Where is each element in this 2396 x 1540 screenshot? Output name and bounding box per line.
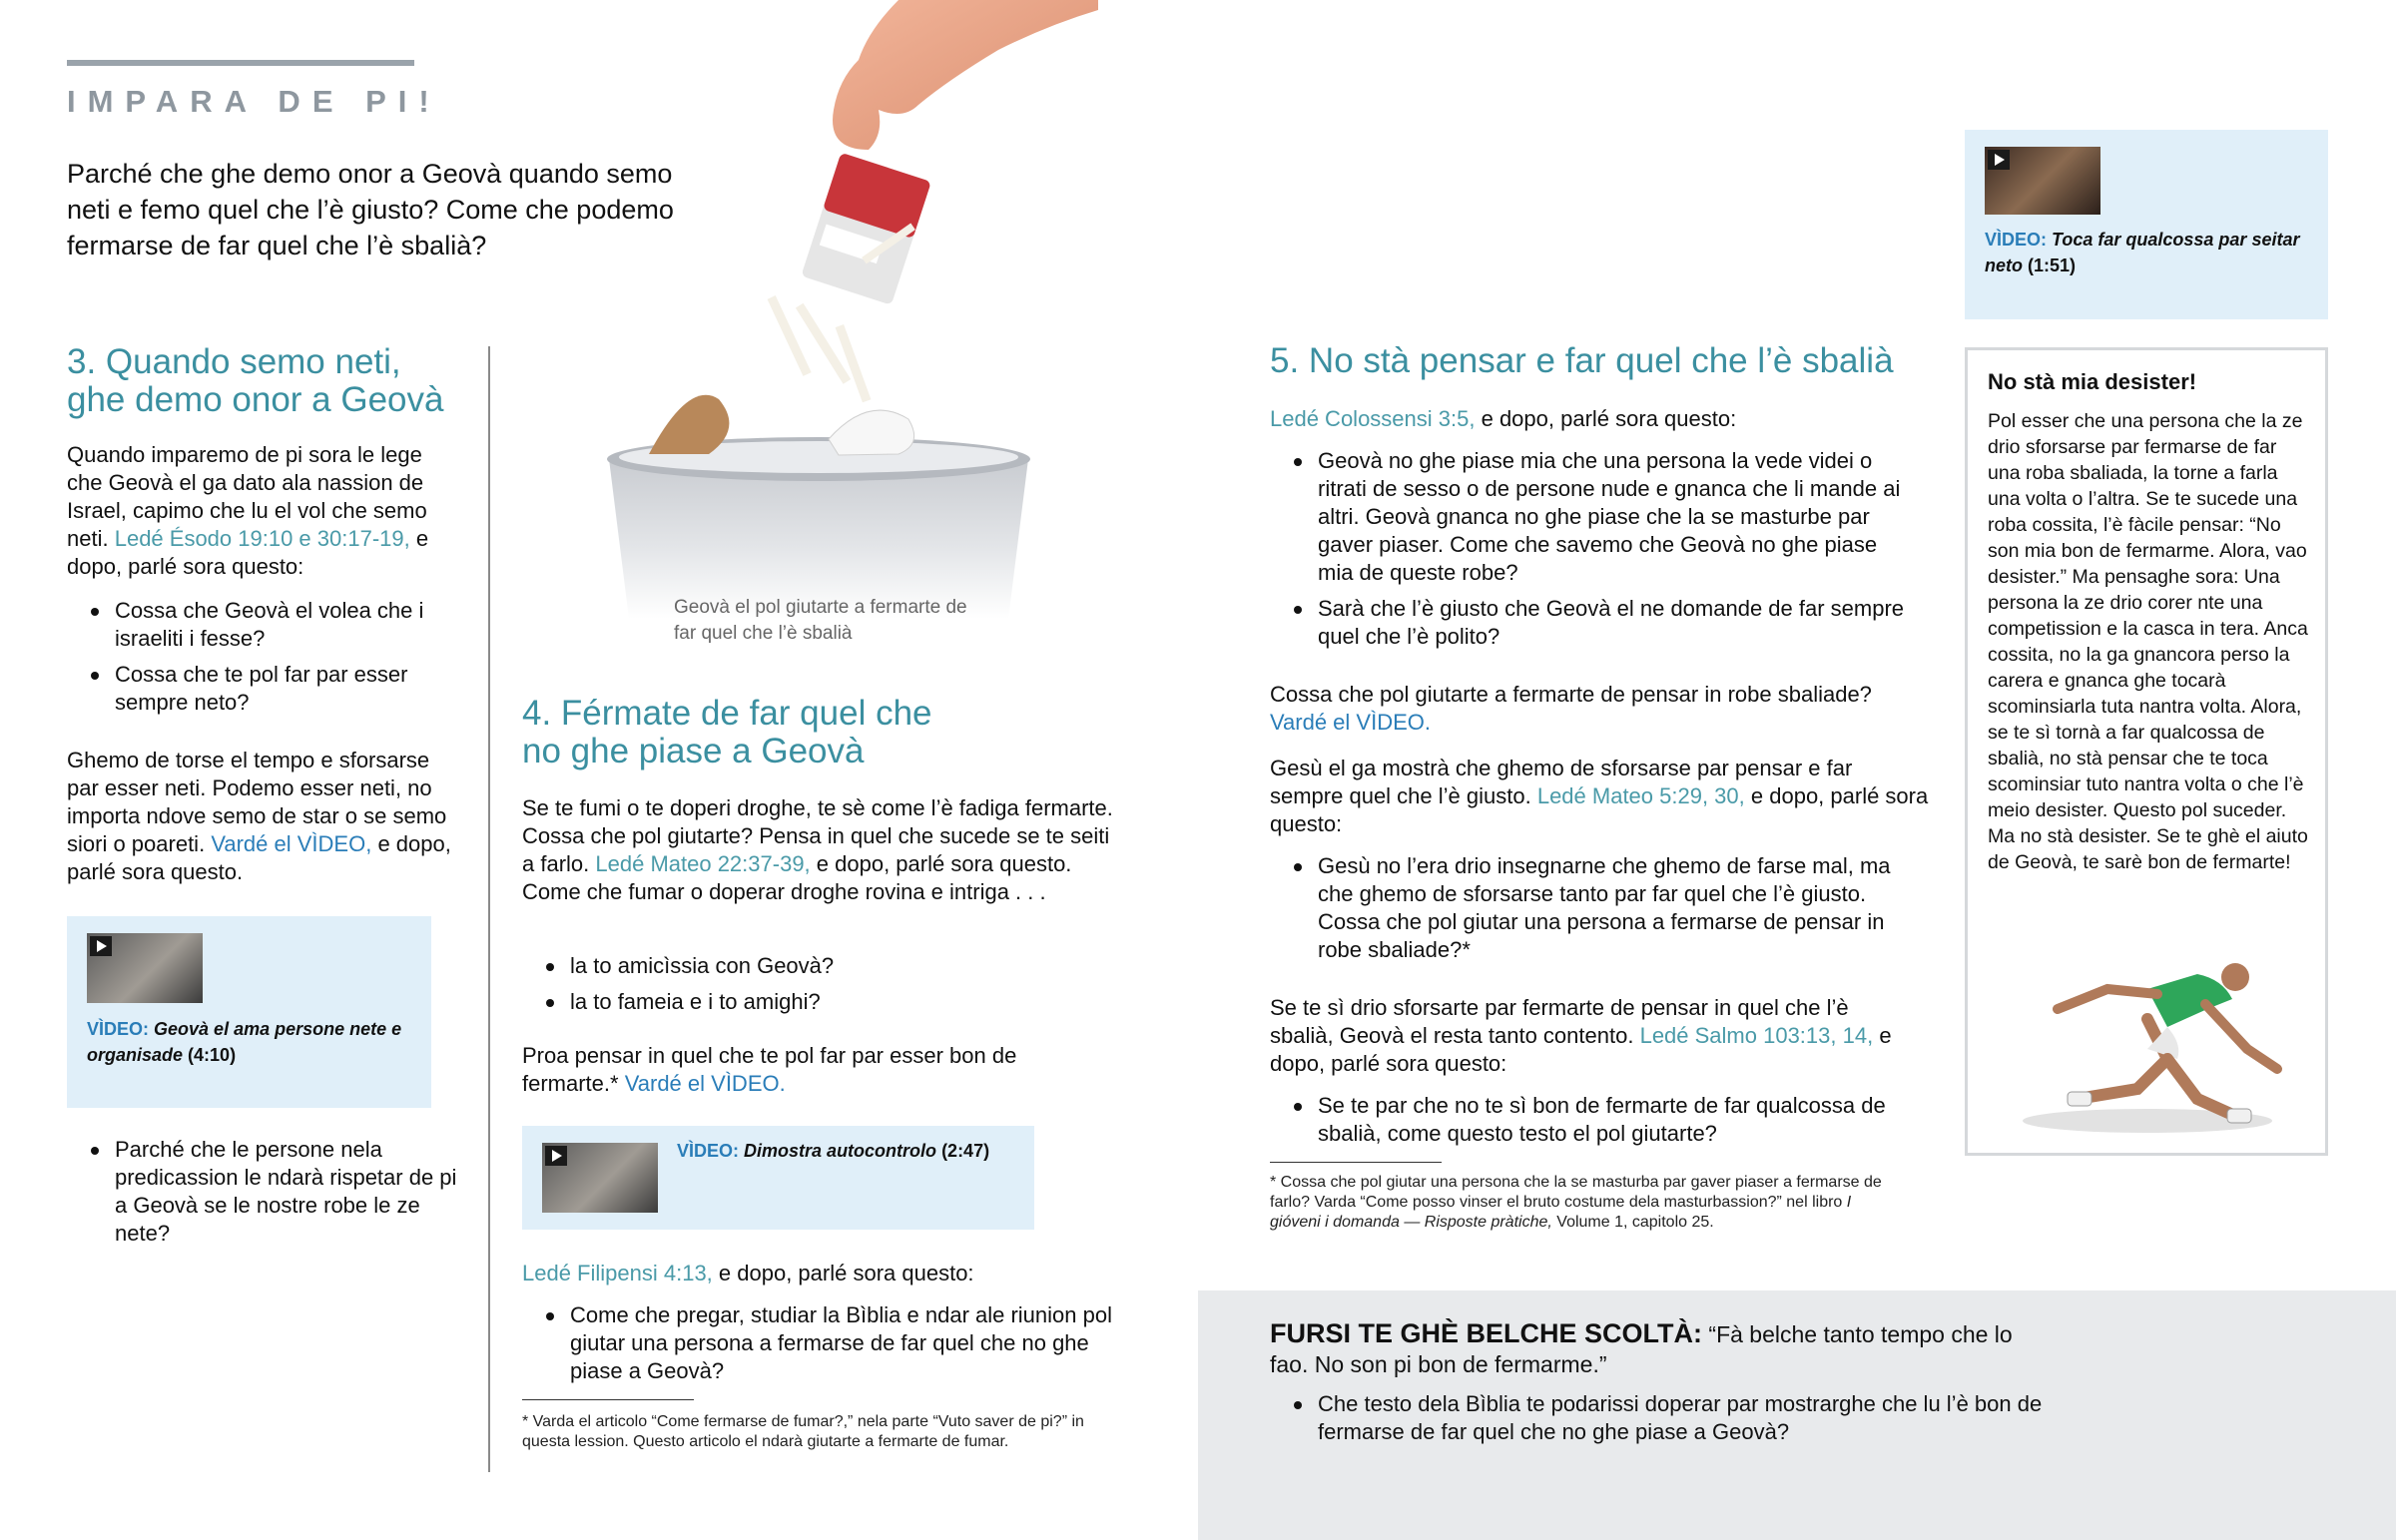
list-item: Cossa che te pol far par esser sempre neto? — [67, 661, 451, 717]
video-duration: (4:10) — [188, 1045, 237, 1065]
section5-footnote-text: * Cossa che pol giutar una persona che la se masturba par gaver piaser a fermarse de farlo? Varda “Come posso vinser el bruto costume dela masturbassion?” nel libro — [1270, 1174, 1882, 1211]
section5-para3-tail: e dopo, parlé sora questo: — [1270, 783, 1929, 836]
list-item: Sarà che l’è giusto che Geovà el ne domande de far sempre quel che l’è polito? — [1270, 595, 1914, 651]
image-caption: Geovà el pol giutarte a fermarte de far quel che l’è sbalià — [674, 597, 967, 644]
section5-scripture-link-3[interactable]: Ledé Salmo 103:13, 14, — [1639, 1023, 1874, 1048]
hand-shape — [833, 0, 1098, 150]
section5-intro-tail: e dopo, parlé sora questo: — [1481, 406, 1737, 431]
section4-paragraph2 — [522, 1042, 1061, 1098]
section3-heading-line1: 3. Quando semo neti, — [67, 342, 401, 381]
section3-video-link[interactable]: Vardé el VÌDEO, — [211, 831, 372, 856]
sidebar-box-title: No stà mia desister! — [1988, 369, 2197, 394]
runner-illustration — [1998, 949, 2297, 1139]
list-item: la to amicìssia con Geovà? — [522, 952, 1081, 980]
video-thumbnail[interactable] — [1985, 147, 2100, 215]
section4-heading — [522, 695, 1041, 770]
section5-scripture-link-2[interactable]: Ledé Mateo 5:29, 30, — [1536, 783, 1745, 808]
video-tag: VÌDEO: — [1985, 230, 2048, 250]
header-rule — [67, 60, 414, 66]
section3-video-box[interactable] — [67, 916, 431, 1108]
list-item: Che testo dela Bìblia te podarissi doperar par mostrarghe che lu l’è bon de fermarse de far quel che no ghe piase a Geovà? — [1270, 1390, 2069, 1446]
section4-paragraph3 — [522, 1260, 1081, 1287]
section3-para2-text: Ghemo de torse el tempo e sforsarse par esser neti. Podemo esser neti, no importa ndove semo de star o se semo siori o poareti. — [67, 748, 447, 856]
section4-video-label[interactable] — [677, 1138, 1021, 1164]
section5-scripture-link[interactable]: Ledé Colossensi 3:5, — [1270, 406, 1476, 431]
section5-para2-text: Cossa che pol giutarte a fermarte de pensar in robe sbaliade? — [1270, 682, 1872, 707]
objection-label: FURSI TE GHÈ BELCHE SCOLTÀ: — [1270, 1318, 1703, 1348]
section4-paragraph1 — [522, 794, 1116, 906]
section5-paragraph3 — [1270, 755, 1929, 838]
section4-heading-line1: 4. Férmate de far quel che — [522, 694, 932, 733]
section4-scripture-link-2[interactable]: Ledé Filipensi 4:13, — [522, 1261, 713, 1285]
section4-bullets — [522, 952, 1081, 1024]
section4-bullet-last — [522, 1301, 1121, 1393]
section4-para1-tail: e dopo, parlé sora questo. Come che fumar o doperar droghe rovina e intriga . . . — [522, 851, 1072, 904]
section3-video-label[interactable] — [87, 1016, 416, 1068]
list-item: Parché che le persone nela predicassion le ndarà rispetar de pi a Geovà se le nostre robe le ze nete? — [67, 1136, 466, 1248]
footnote-rule — [522, 1399, 694, 1400]
video-title: Dimostra autocontrolo — [744, 1141, 937, 1161]
sidebar-video-label[interactable] — [1985, 227, 2304, 278]
section3-heading-line2: ghe demo onor a Geovà — [67, 380, 444, 419]
section4-heading-line2: no ghe piase a Geovà — [522, 732, 865, 770]
section5-paragraph2 — [1270, 681, 1929, 737]
section3-bullet-after — [67, 1136, 466, 1256]
section4-video-box[interactable] — [522, 1126, 1034, 1230]
section5-footnote-tail: Volume 1, capitolo 25. — [1556, 1214, 1714, 1231]
section3-para2-tail: e dopo, parlé sora questo. — [67, 831, 451, 884]
play-icon[interactable] — [90, 936, 112, 956]
video-duration: (2:47) — [941, 1141, 990, 1161]
column-divider — [488, 346, 490, 1472]
section-title: IMPARA DE PI! — [67, 84, 441, 119]
section5-footnote — [1270, 1173, 1889, 1233]
play-icon[interactable] — [545, 1146, 567, 1166]
section4-video-link[interactable]: Vardé el VÌDEO. — [624, 1071, 786, 1096]
objection-quote: “Fà belche tanto tempo che lo fao. No son pi bon de fermarme.” — [1270, 1321, 2013, 1377]
sidebar-box-text: Pol esser che una persona che la ze drio sforsarse par fermarse de far una roba sbaliada, la torne a farla una volta o l’altra. Se te sucede una roba cossita, l’è fàcile pensar: “No son mia bon de fermarme. Alora, vao desister.” Ma pensaghe sora: Una persona la ze drio corer nte una competission e la casca in tera. Anca cossita, no la ga gnancora perso la carera e gnanca ghe tocarà scominsiarla tuta nantra volta. Alora, se te sì tornà a far qualcossa de sbalià, no stà pensar che te toca scominsiar tuto nantra volta o che l’è meio desister. Questo pol suceder. Ma no stà desister. Se te ghè el aiuto de Geovà, te sarè bon de fermarte! — [1988, 410, 2308, 873]
section4-para3-tail: e dopo, parlé sora questo: — [718, 1261, 974, 1285]
section5-footnote-book: I gióveni i domanda — Risposte pràtiche, — [1270, 1194, 1852, 1231]
section3-heading — [67, 343, 486, 419]
video-thumbnail[interactable] — [542, 1143, 658, 1213]
section5-bullet-last — [1270, 1092, 1914, 1156]
section3-para1-tail: e dopo, parlé sora questo: — [67, 526, 429, 579]
section5-para3-text: Gesù el ga mostrà che ghemo de sforsarse par pensar e far sempre quel che l’è giusto. — [1270, 756, 1853, 808]
video-title: Geovà el ama persone nete e organisade — [87, 1019, 402, 1065]
list-item: Geovà no ghe piase mia che una persona la vede videi o ritrati de sesso o de persone nude e gnanca che li mande ai altri. Geovà gnanca no ghe piase che la se masturbe par gaver piaser. Come che savemo che Geovà no ghe piase mia de queste robe? — [1270, 447, 1914, 587]
footnote-rule — [1270, 1162, 1442, 1163]
section4-scripture-link[interactable]: Ledé Mateo 22:37-39, — [595, 851, 811, 876]
section5-paragraph4 — [1270, 994, 1909, 1078]
list-item: la to fameia e i to amighi? — [522, 988, 1081, 1016]
video-thumbnail[interactable] — [87, 933, 203, 1003]
section5-heading: 5. No stà pensar e far quel che l’è sbalià — [1270, 341, 1894, 380]
video-tag: VÌDEO: — [87, 1019, 150, 1039]
video-tag: VÌDEO: — [677, 1141, 740, 1161]
objection-box — [1198, 1290, 2396, 1540]
section4-para2-text: Proa pensar in quel che te pol far par esser bon de fermarte.* — [522, 1043, 1017, 1096]
video-duration: (1:51) — [2028, 256, 2077, 275]
play-icon[interactable] — [1988, 150, 2010, 170]
intro-question: Parché che ghe demo onor a Geovà quando semo neti e femo quel che l’è giusto? Come che podemo fermarse de far quel che l’è sbalià? — [67, 159, 674, 260]
list-item: Come che pregar, studiar la Bìblia e ndar ale riunion pol giutar una persona a fermarse de far quel che no ghe piase a Geovà? — [522, 1301, 1121, 1385]
objection-bullets — [1270, 1390, 2069, 1454]
section4-para1-text: Se te fumi o te doperi droghe, te sè come l’è fadiga fermarte. Cossa che pol giutarte? Pensa in quel che sucede se te seiti a farlo. — [522, 795, 1113, 876]
section5-intro — [1270, 405, 1929, 433]
list-item: Gesù no l’era drio insegnarne che ghemo de farse mal, ma che ghemo de sforsarse tanto par far quel che l’è giusto. Cossa che pol giutar una persona a fermarse de pensar in robe sbaliade?* — [1270, 852, 1914, 964]
section3-bullets — [67, 597, 451, 725]
section3-paragraph1 — [67, 441, 451, 581]
list-item: Se te par che no te sì bon de fermarte de far qualcossa de sbalià, come questo testo el pol giutarte? — [1270, 1092, 1914, 1148]
video-title: Toca far qualcossa par seitar neto — [1985, 230, 2300, 275]
section5-para4-tail: e dopo, parlé sora questo: — [1270, 1023, 1892, 1076]
section3-paragraph2 — [67, 747, 451, 886]
illustration-trash-can — [569, 0, 1128, 659]
section4-footnote: * Varda el articolo “Come fermarse de fumar?,” nela parte “Vuto saver de pi?” in questa lession. Questo articolo el ndarà giutarte a fermarte de fumar. — [522, 1413, 1084, 1450]
sidebar-video-box[interactable] — [1965, 130, 2328, 319]
section3-scripture-link[interactable]: Ledé Ésodo 19:10 e 30:17-19, — [114, 526, 410, 551]
section5-para4-text: Se te sì drio sforsarte par fermarte de pensar in quel che l’è sbalià, Geovà el resta tanto contento. — [1270, 995, 1849, 1048]
section5-video-link[interactable]: Vardé el VÌDEO. — [1270, 710, 1431, 735]
section3-para1-text: Quando imparemo de pi sora le lege che Geovà el ga dato ala nassion de Israel, capimo che lu el vol che semo neti. — [67, 442, 427, 551]
section5-bullets — [1270, 447, 1914, 659]
sidebar-info-box — [1965, 347, 2328, 1156]
list-item: Cossa che Geovà el volea che i israeliti i fesse? — [67, 597, 451, 653]
section5-bullet-mid — [1270, 852, 1914, 972]
objection-text — [1270, 1318, 2049, 1379]
